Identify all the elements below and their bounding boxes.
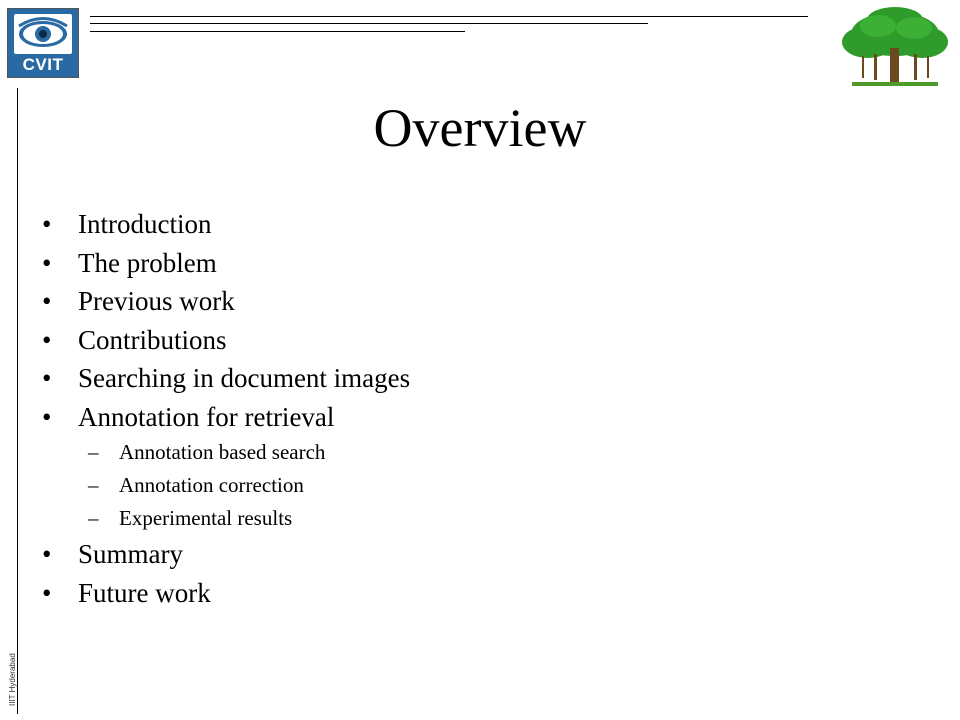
list-item-text: Annotation for retrieval bbox=[78, 401, 335, 432]
list-item bbox=[40, 321, 410, 360]
list-item-text: The problem bbox=[78, 247, 217, 278]
list-item-text: Future work bbox=[78, 577, 211, 608]
sub-list-item-text: Annotation correction bbox=[119, 473, 304, 497]
overview-list bbox=[40, 205, 410, 612]
header-rule-1 bbox=[90, 16, 808, 17]
list-item-text: Searching in document images bbox=[78, 363, 411, 393]
bullet-marker: • bbox=[42, 247, 52, 278]
list-item-text: Summary bbox=[78, 539, 183, 569]
list-item-text: Contributions bbox=[78, 324, 227, 355]
bullet-marker: • bbox=[42, 577, 52, 608]
bullet-marker: • bbox=[42, 401, 52, 432]
sub-list-item bbox=[40, 436, 410, 469]
cvit-logo bbox=[7, 8, 79, 78]
sub-list-item bbox=[40, 469, 410, 502]
header-rule-2 bbox=[90, 23, 648, 24]
institution-label: IIIT Hyderabad bbox=[8, 653, 17, 706]
bullet-marker: • bbox=[42, 286, 52, 316]
sub-list-item bbox=[40, 502, 410, 535]
list-item bbox=[40, 359, 410, 398]
list-item-text: Previous work bbox=[78, 286, 235, 316]
sub-list-item-text: Annotation based search bbox=[119, 440, 326, 464]
dash-marker: – bbox=[88, 473, 99, 497]
list-item-text: Introduction bbox=[78, 209, 212, 239]
logo-text: CVIT bbox=[22, 55, 64, 74]
bullet-marker: • bbox=[42, 324, 52, 355]
header-rule-3 bbox=[90, 31, 465, 32]
tree-icon bbox=[838, 4, 952, 90]
eye-icon bbox=[8, 9, 78, 59]
list-item bbox=[40, 574, 410, 613]
bullet-marker: • bbox=[42, 209, 52, 239]
dash-marker: – bbox=[88, 506, 99, 530]
list-item bbox=[40, 205, 410, 244]
list-item bbox=[40, 398, 410, 437]
dash-marker: – bbox=[88, 440, 99, 464]
list-item bbox=[40, 244, 410, 283]
list-item bbox=[40, 282, 410, 321]
sub-list-item-text: Experimental results bbox=[119, 506, 293, 530]
left-rule bbox=[17, 88, 18, 714]
list-item bbox=[40, 535, 410, 574]
bullet-marker: • bbox=[42, 539, 52, 569]
slide-title: Overview bbox=[373, 98, 587, 158]
bullet-marker: • bbox=[42, 363, 52, 393]
